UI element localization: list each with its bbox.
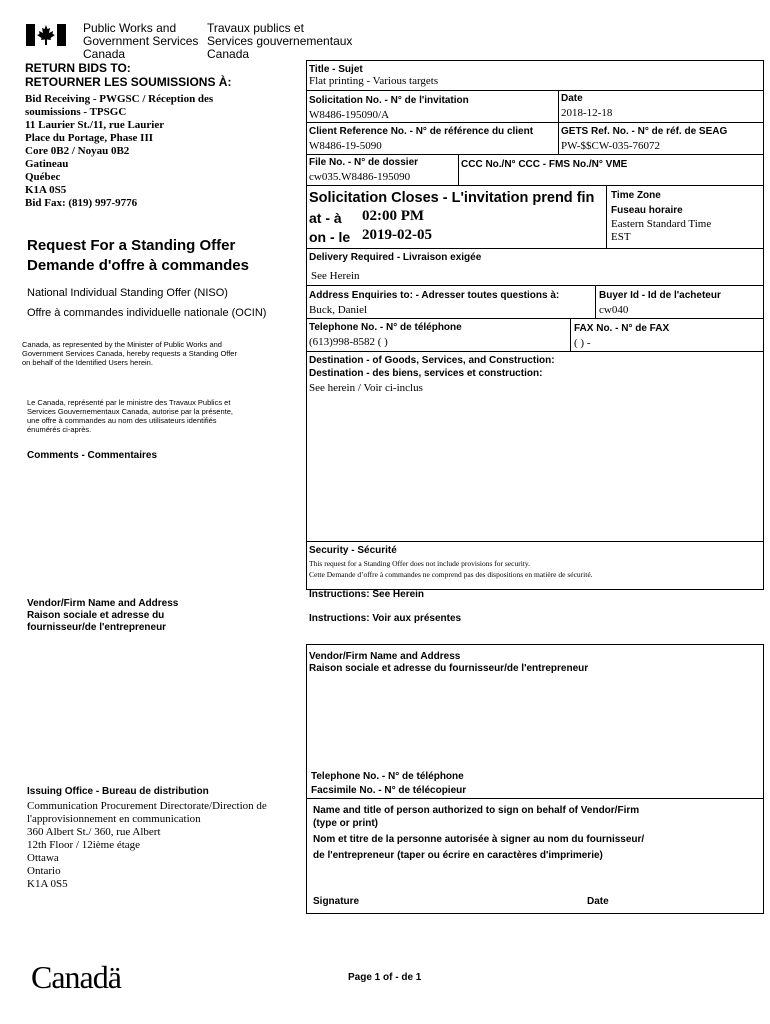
intro-paragraph-en: [22, 340, 237, 367]
address-line: 12th Floor / 12ième étage: [27, 839, 141, 851]
authorized-person-label: Name and title of person authorized to sign on behalf of Vendor/Firm (type or print) Nom et titre de la personne autorisée à signer au nom du fournisseur/ de l'entrepreneur (taper ou écrire en caractères d'imprimerie): [313, 805, 645, 861]
address-line: K1A 0S5: [27, 878, 68, 890]
on-label: on - le: [309, 229, 351, 245]
paragraph-line: Canada, as represented by the Minister of Public Works and: [22, 340, 222, 349]
fax-label: FAX No. - N° de FAX: [574, 323, 670, 334]
telephone-label: Telephone No. - N° de téléphone: [309, 322, 462, 333]
vendor-tel-label: Telephone No. - N° de téléphone: [311, 771, 464, 782]
vendor-box-label: Vendor/Firm Name and Address Raison sociale et adresse du fournisseur/de l'entrepreneur: [309, 651, 589, 674]
telephone-value: (613)998-8582 ( ): [309, 336, 388, 348]
buyer-id-label: Buyer Id - Id de l'acheteur: [599, 290, 721, 301]
issuing-office-address: [27, 800, 267, 891]
vendor-left-label: Vendor/Firm Name and Address Raison sociale et adresse du fournisseur/de l'entrepreneur: [27, 598, 179, 633]
address-line: Ottawa: [27, 852, 59, 864]
signature-date-label: Date: [587, 896, 609, 907]
paragraph-line: on behalf of the Identified Users herein.: [22, 358, 153, 367]
file-value: cw035.W8486-195090: [309, 171, 411, 183]
page-title: Request For a Standing Offer Demande d'offre à commandes: [27, 237, 249, 274]
closes-label: Solicitation Closes - L'invitation prend fin: [309, 190, 595, 206]
return-bids-address: [25, 93, 213, 210]
address-line: Ontario: [27, 865, 61, 877]
address-line: l'approvisionnement en communication: [27, 813, 201, 825]
client-ref-value: W8486-19-5090: [309, 140, 382, 152]
title-label: Title - Sujet: [309, 64, 363, 75]
address-line: Place du Portage, Phase III: [25, 132, 154, 144]
address-line: 360 Albert St./ 360, rue Albert: [27, 826, 161, 838]
address-enquiries-value: Buck, Daniel: [309, 304, 368, 316]
solicitation-value: W8486-195090/A: [309, 109, 390, 121]
paragraph-line: Government Services Canada, hereby requests a Standing Offer: [22, 349, 237, 358]
fax-value: ( ) -: [574, 337, 591, 349]
issuing-office-label: Issuing Office - Bureau de distribution: [27, 786, 209, 797]
delivery-label: Delivery Required - Livraison exigée: [309, 252, 482, 263]
address-line: Gatineau: [25, 158, 69, 170]
title-value: Flat printing - Various targets: [309, 75, 439, 87]
department-name-en: Public Works and Government Services Canada: [83, 21, 199, 61]
security-text: This request for a Standing Offer does not include provisions for security. Cette Demande d’offre à commandes ne comprend pas des dispositions en matière de sécurité.: [309, 559, 593, 579]
instructions-fr: Instructions: Voir aux présentes: [309, 613, 462, 624]
file-label: File No. - N° de dossier: [309, 157, 419, 168]
destination-label: Destination - of Goods, Services, and Construction: Destination - des biens, services et construction:: [309, 355, 555, 379]
at-label: at - à: [309, 210, 342, 226]
return-bids-title: RETURN BIDS TO: RETOURNER LES SOUMISSIONS À:: [25, 61, 232, 89]
instructions-en: Instructions: See Herein: [309, 589, 425, 600]
address-line: Core 0B2 / Noyau 0B2: [25, 145, 130, 157]
address-enquiries-label: Address Enquiries to: - Adresser toutes questions à:: [309, 290, 560, 301]
timezone-value: Eastern Standard Time EST: [611, 218, 712, 243]
address-line: Bid Receiving - PWGSC / Réception des: [25, 93, 214, 105]
closing-date: 2019-02-05: [362, 227, 432, 243]
security-label: Security - Sécurité: [309, 545, 397, 556]
address-line: soumissions - TPSGC: [25, 106, 127, 118]
paragraph-line: énumérés ci-après.: [27, 425, 92, 434]
address-line: K1A 0S5: [25, 184, 67, 196]
address-line: Bid Fax: (819) 997-9776: [25, 197, 138, 209]
buyer-id-value: cw040: [599, 304, 629, 316]
ccc-label: CCC No./N° CCC - FMS No./N° VME: [461, 159, 628, 170]
offer-type: National Individual Standing Offer (NISO) Offre à commandes individuelle nationale (OCIN): [27, 287, 267, 319]
page-number: Page 1 of - de 1: [348, 972, 422, 983]
gets-ref-value: PW-$$CW-035-76072: [561, 140, 660, 152]
address-line: Québec: [25, 171, 61, 183]
date-label: Date: [561, 93, 583, 104]
canada-wordmark: Canadä: [31, 959, 121, 995]
date-value: 2018-12-18: [561, 107, 613, 119]
signature-label: Signature: [313, 896, 360, 907]
vendor-fax-label: Facsimile No. - N° de télécopieur: [311, 785, 467, 796]
delivery-value: See Herein: [311, 270, 360, 282]
comments-label: Comments - Commentaires: [27, 450, 158, 461]
canada-flag-icon: [26, 24, 66, 46]
destination-value: See herein / Voir ci-inclus: [309, 382, 423, 394]
client-ref-label: Client Reference No. - N° de référence du client: [309, 126, 534, 137]
solicitation-label: Solicitation No. - N° de l'invitation: [309, 95, 469, 106]
timezone-label: Time Zone Fuseau horaire: [611, 190, 683, 216]
gets-ref-label: GETS Ref. No. - N° de réf. de SEAG: [561, 126, 728, 137]
paragraph-line: Services Gouvernementaux Canada, autorise par la présente,: [27, 407, 233, 416]
department-name-fr: Travaux publics et Services gouvernementaux Canada: [207, 21, 353, 61]
intro-paragraph-fr: [27, 398, 233, 434]
closing-time: 02:00 PM: [362, 208, 425, 224]
paragraph-line: Le Canada, représenté par le ministre des Travaux Publics et: [27, 398, 231, 407]
address-line: 11 Laurier St./11, rue Laurier: [25, 119, 165, 131]
paragraph-line: une offre à commandes au nom des utilisateurs identifiés: [27, 416, 217, 425]
address-line: Communication Procurement Directorate/Direction de: [27, 800, 267, 812]
